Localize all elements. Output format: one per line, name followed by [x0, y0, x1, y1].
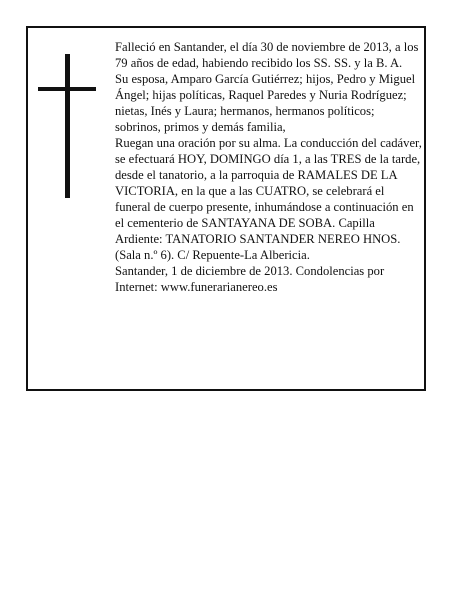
obituary-text	[115, 39, 423, 295]
death-announcement: Falleció en Santander, el día 30 de noviembre de 2013, a los 79 años de edad, habiendo recibido los SS. SS. y la B. A.	[115, 40, 419, 70]
cross-horizontal-bar	[38, 87, 96, 91]
obituary-notice	[26, 26, 426, 391]
cross-vertical-bar	[65, 54, 70, 198]
date-and-condolences: Santander, 1 de diciembre de 2013. Condolencias por Internet: www.funerarianereo.es	[115, 264, 385, 294]
cross-icon	[38, 54, 98, 198]
funeral-details: Ruegan una oración por su alma. La conducción del cadáver, se efectuará HOY, DOMINGO día 1, a las TRES de la tarde, desde el tanatorio, a la parroquia de RAMALES DE LA VICTORIA, en la que a las CUATRO, se celebrará el funeral de cuerpo presente, inhumándose a continuación en el cementerio de SANTAYANA DE SOBA. Capilla Ardiente: TANATORIO SANTANDER NEREO HNOS. (Sala n.º 6). C/ Repuente-La Albericia.	[115, 136, 422, 262]
family-list: Su esposa, Amparo García Gutiérrez; hijos, Pedro y Miguel Ángel; hijas políticas, Raquel Paredes y Nuria Rodríguez; nietas, Inés y Laura; hermanos, hermanos políticos; sobrinos, primos y demás familia,	[115, 72, 416, 134]
